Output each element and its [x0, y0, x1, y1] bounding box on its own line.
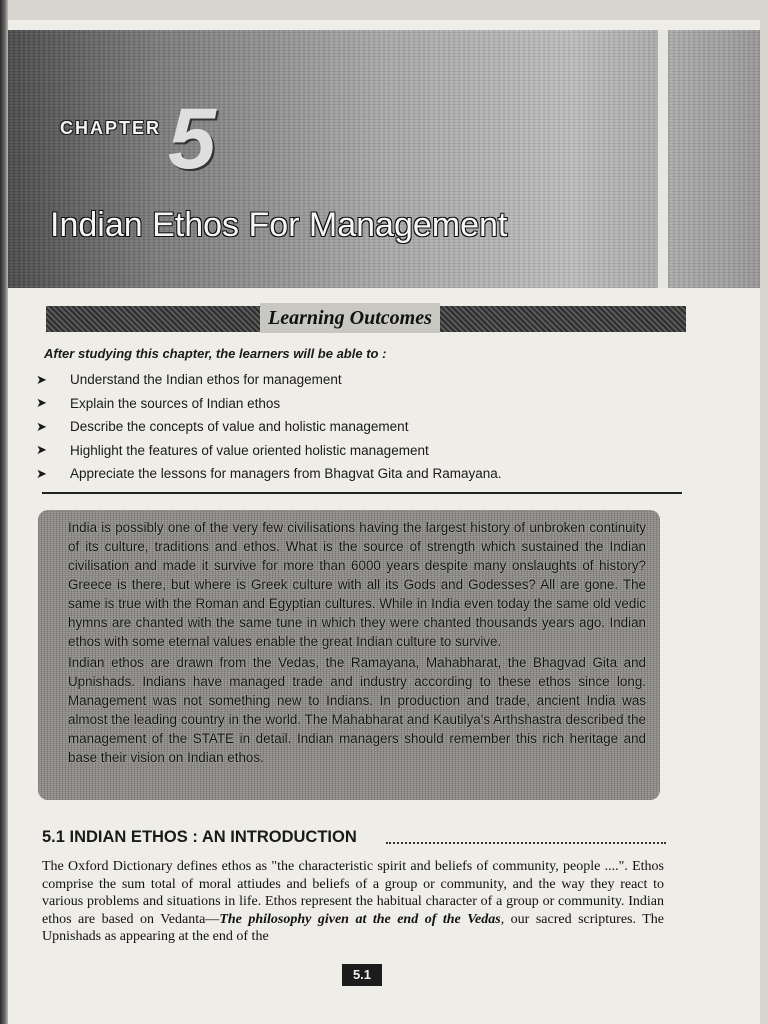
arrow-bullet-icon: ➤ [36, 395, 47, 411]
arrow-bullet-icon: ➤ [36, 371, 47, 387]
arrow-bullet-icon: ➤ [36, 465, 47, 481]
list-item [36, 368, 501, 392]
intro-paragraph: Indian ethos are drawn from the Vedas, the Ramayana, Mahabharat, the Bhagvad Gita and Upnishads. Indians have managed trade and industry according to these ethos since long. Management was not something new to Indians. In production and trade, ancient India was almost the leading country in the world. The Mahabharat and Kautilya's Arthshastra described the management of the STATE in detail. Indian managers should remember this rich heritage and base their vision on Indian ethos. [68, 655, 646, 765]
list-item-text: Highlight the features of value oriented holistic management [70, 442, 429, 458]
list-item [36, 392, 501, 416]
list-item-text: Understand the Indian ethos for management [70, 372, 342, 388]
list-item [36, 415, 501, 439]
list-item [36, 462, 501, 486]
list-item-text: Describe the concepts of value and holistic management [70, 419, 409, 435]
intro-paragraph: India is possibly one of the very few civilisations having the largest history of unbroken continuity of its culture, traditions and ethos. What is the source of strength which sustained the Indian civilisation and made it survive for more than 6000 years despite many onslaughts of history? Greece is there, but where is Greek culture with all its Gods and Godesses? All are gone. The same is true with the Roman and Egyptian cultures. While in India even today the same old vedic hymns are chanted with the same tune in which they were chanted thousands years ago. Indian ethos with some eternal values enable the great Indian culture to survive. [68, 520, 646, 649]
arrow-bullet-icon: ➤ [36, 442, 47, 458]
learning-outcomes-intro: After studying this chapter, the learners will be able to : [44, 346, 387, 361]
chapter-intro-box [38, 510, 660, 800]
section-divider [42, 492, 682, 494]
list-item-text: Explain the sources of Indian ethos [70, 395, 281, 411]
arrow-bullet-icon: ➤ [36, 418, 47, 434]
body-text-part: , our sacred scriptures. The Upnishads as appearing at the end of the [42, 911, 664, 945]
textbook-page [8, 20, 760, 1024]
heading-dotted-rule [386, 842, 666, 844]
page-number: 5.1 [342, 964, 382, 986]
book-spine-shadow [0, 0, 8, 1024]
section-body-text [42, 858, 664, 946]
body-text-emphasis: The philosophy given at the end of the Vedas [219, 911, 501, 927]
body-text-part: The Oxford Dictionary defines ethos as "the characteristic spirit and beliefs of community, people ....". Ethos comprise the sum total of moral attiudes and beliefs of a group or community, and the way they react to various problems and situations in life. Ethos represent the habitual character of a group or community. Indian ethos are based on Vedanta— [42, 859, 664, 927]
chapter-number: 5 [168, 91, 216, 187]
chapter-title: Indian Ethos For Management [50, 206, 508, 244]
chapter-label: CHAPTER [60, 118, 162, 138]
section-heading: 5.1 INDIAN ETHOS : AN INTRODUCTION [42, 828, 357, 846]
list-item-text: Appreciate the lessons for managers from Bhagvat Gita and Ramayana. [70, 466, 502, 482]
list-item [36, 439, 501, 463]
learning-outcomes-list [36, 368, 501, 486]
header-band-strip [658, 30, 668, 288]
learning-outcomes-title: Learning Outcomes [260, 303, 440, 333]
chapter-header-band [8, 30, 760, 288]
